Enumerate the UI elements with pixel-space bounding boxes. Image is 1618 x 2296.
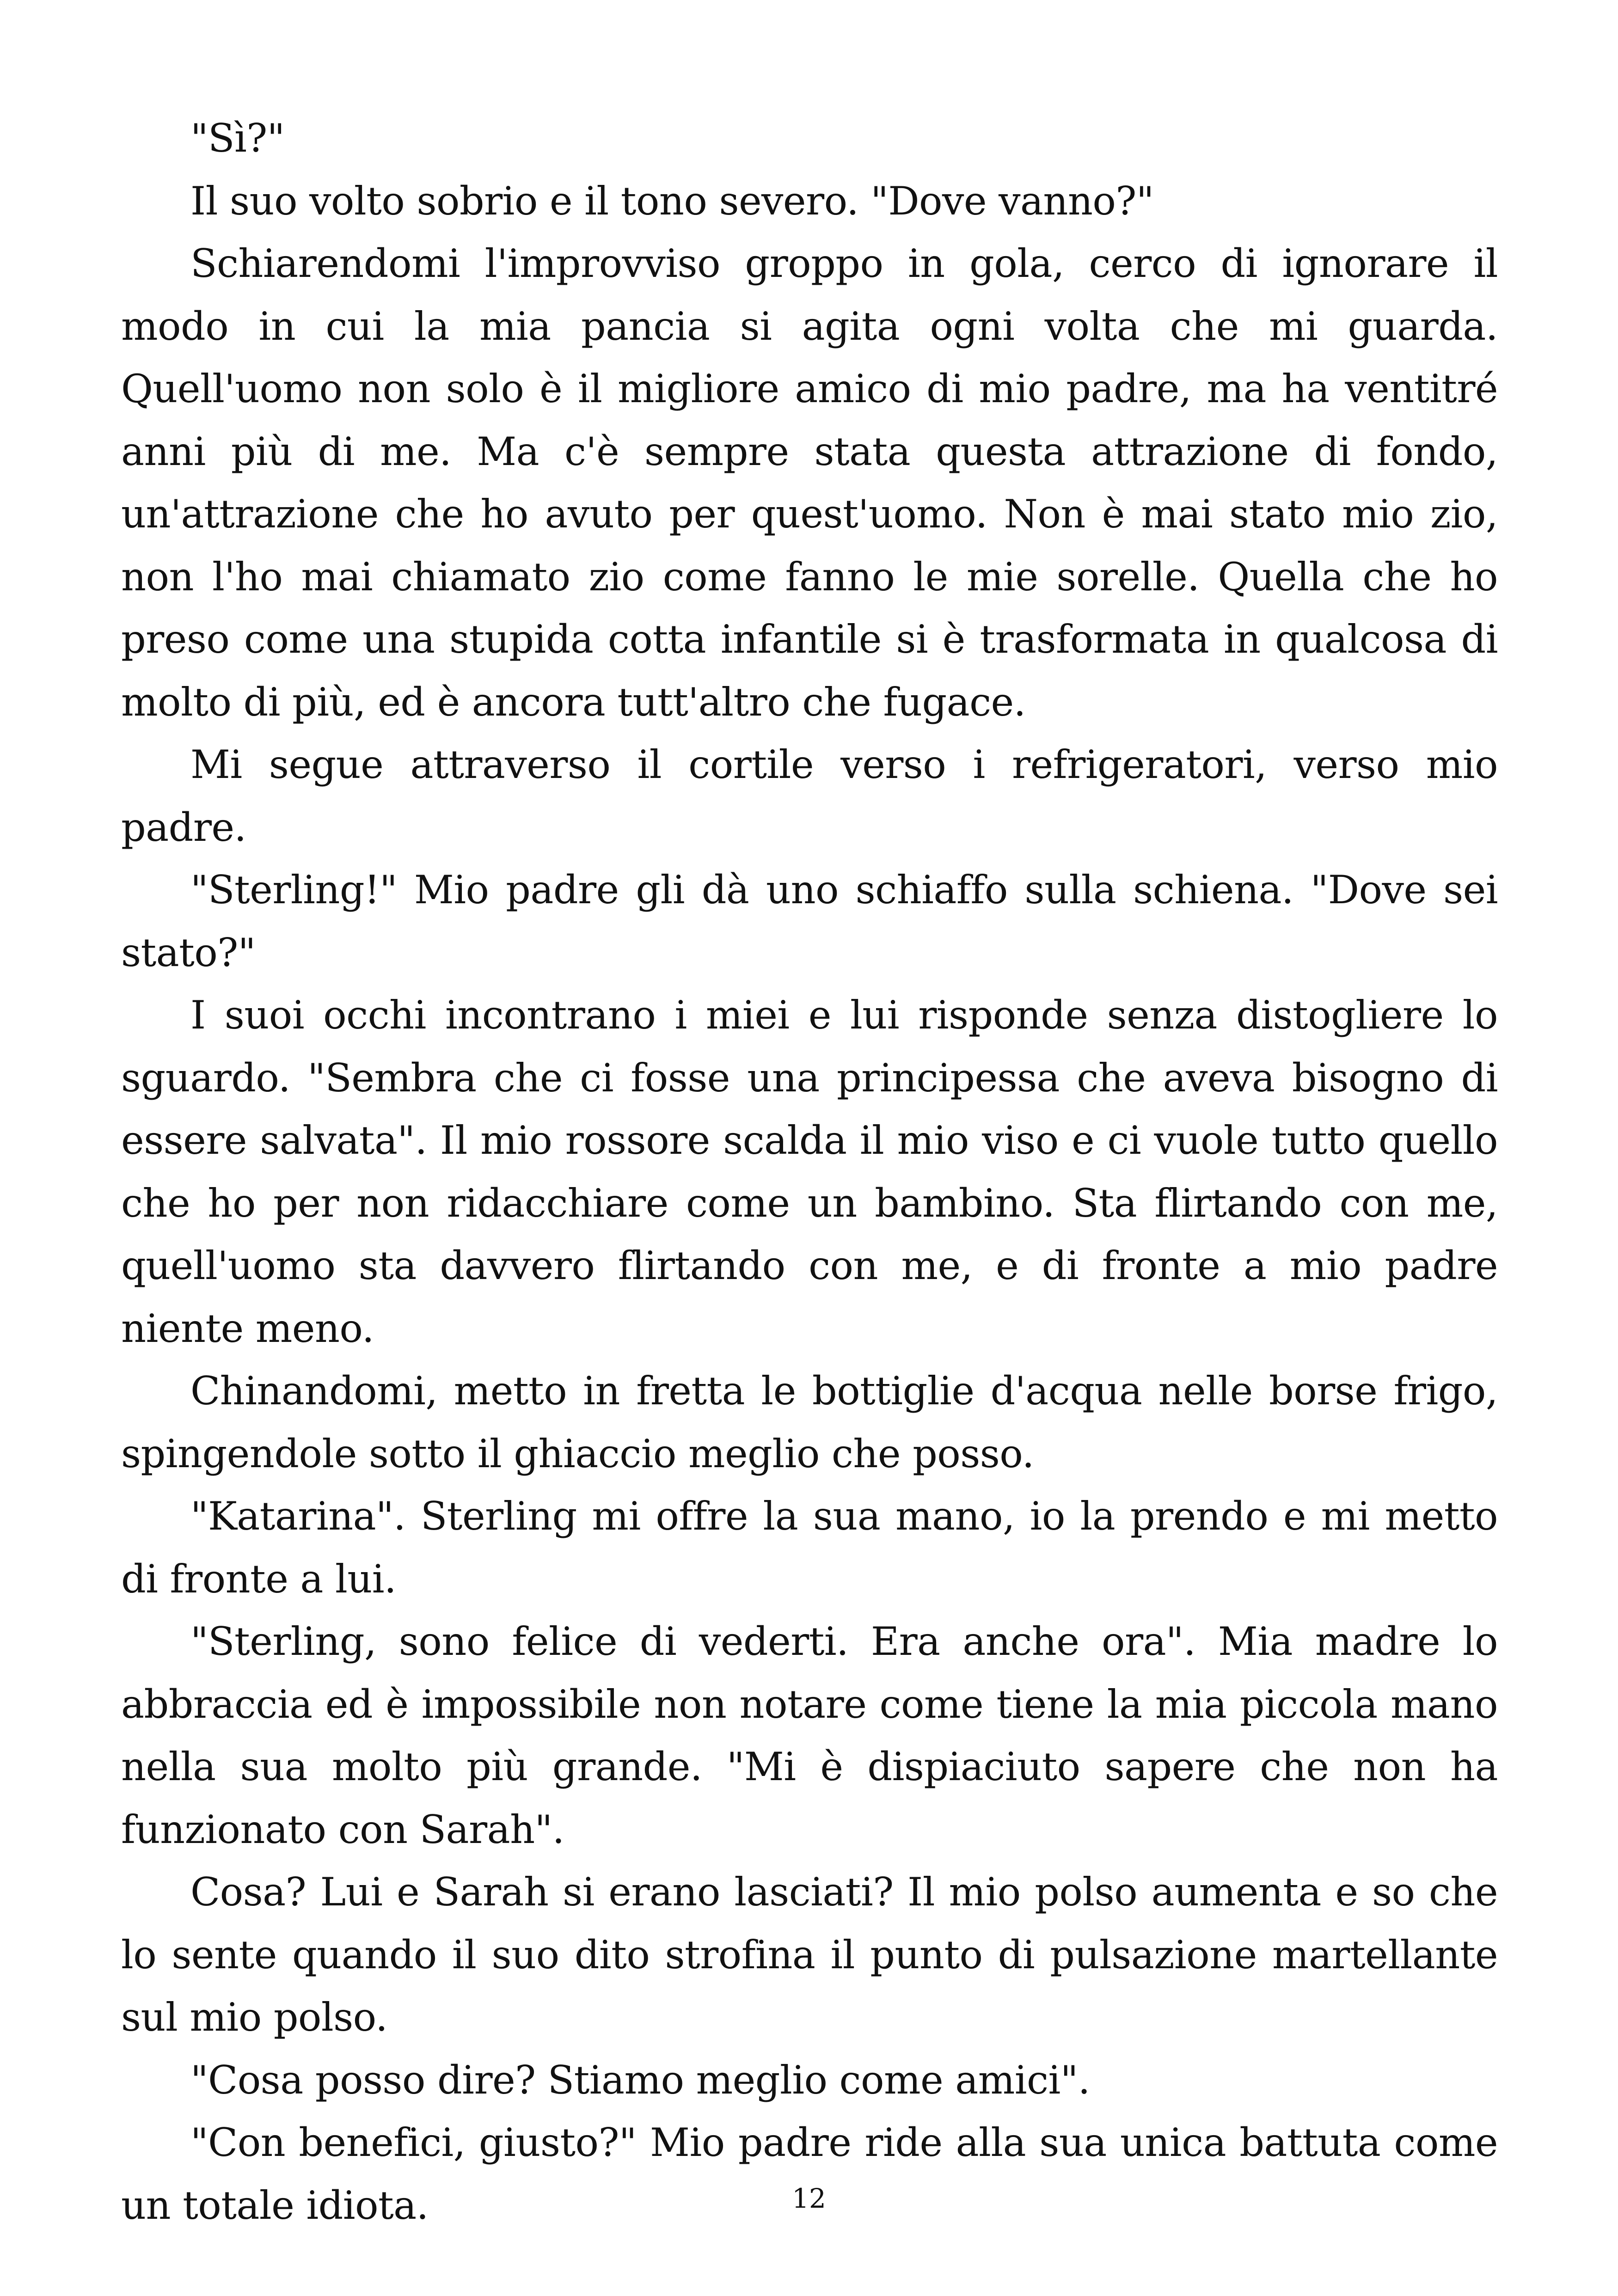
paragraph-9: "Sterling, sono felice di vederti. Era anche ora". Mia madre lo abbraccia ed è impossibile non notare come tiene la mia piccola mano nella sua molto più grande. "Mi è dispiaciuto sapere che non ha funzionato con Sarah". (121, 1619, 1498, 1852)
paragraph-4: Mi segue attraverso il cortile verso i refrigeratori, verso mio padre. (121, 742, 1498, 850)
paragraph-5: "Sterling!" Mio padre gli dà uno schiaffo sulla schiena. "Dove sei stato?" (121, 867, 1498, 975)
paragraph-7: Chinandomi, metto in fretta le bottiglie d'acqua nelle borse frigo, spingendole sotto il ghiaccio meglio che posso. (121, 1368, 1498, 1476)
paragraph-12: "Con benefici, giusto?" Mio padre ride alla sua unica battuta come un totale idiota. (121, 2120, 1498, 2228)
paragraph-8: "Katarina". Sterling mi offre la sua mano, io la prendo e mi metto di fronte a lui. (121, 1494, 1498, 1602)
page-number: 12 (792, 2183, 826, 2214)
paragraph-11: "Cosa posso dire? Stiamo meglio come amici". (190, 2057, 1090, 2103)
paragraph-3: Schiarendomi l'improvviso groppo in gola, cerco di ignorare il modo in cui la mia pancia si agita ogni volta che mi guarda. Quell'uomo non solo è il migliore amico di mio padre, ma ha ventitré anni più di me. Ma c'è sempre stata questa attrazione di fondo, un'attrazione che ho avuto per quest'uomo. Non è mai stato mio zio, non l'ho mai chiamato zio come fanno le mie sorelle. Quella che ho preso come una stupida cotta infantile si è trasformata in qualcosa di molto di più, ed è ancora tutt'altro che fugace. (121, 241, 1498, 725)
body-text (121, 107, 1498, 2237)
paragraph-6: I suoi occhi incontrano i miei e lui risponde senza distogliere lo sguardo. "Sembra che ci fosse una principessa che aveva bisogno di essere salvata". Il mio rossore scalda il mio viso e ci vuole tutto quello che ho per non ridacchiare come un bambino. Sta flirtando con me, quell'uomo sta davvero flirtando con me, e di fronte a mio padre niente meno. (121, 992, 1498, 1351)
paragraph-2: Il suo volto sobrio e il tono severo. "Dove vanno?" (190, 178, 1154, 224)
paragraph-10: Cosa? Lui e Sarah si erano lasciati? Il mio polso aumenta e so che lo sente quando il suo dito strofina il punto di pulsazione martellante sul mio polso. (121, 1869, 1498, 2040)
paragraph-1: "Sì?" (190, 116, 285, 161)
